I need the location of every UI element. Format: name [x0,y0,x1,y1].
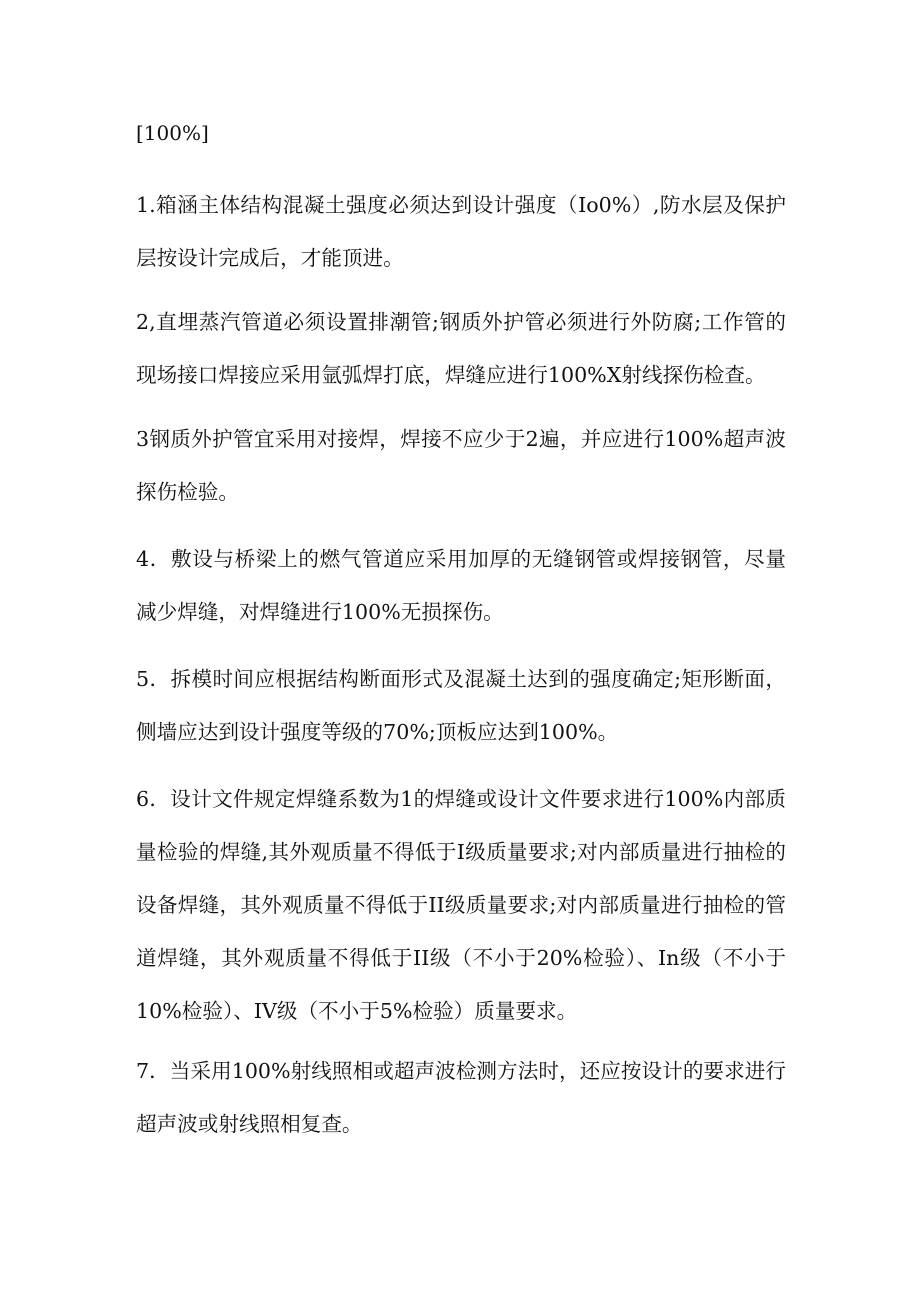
section-heading: [100%] [136,121,209,145]
paragraph-3: 3钢质外护管宜采用对接焊，焊接不应少于2遍，并应进行100%超声波探伤检验。 [136,427,786,504]
paragraph-6: 6．设计文件规定焊缝系数为1的焊缝或设计文件要求进行100%内部质量检验的焊缝,其外观质量不得低于I级质量要求;对内部质量进行抽检的设备焊缝，其外观质量不得低于II级质量要求;对内部质量进行抽检的管道焊缝，其外观质量不得低于II级（不小于20%检验）、In级（不小于10%检验）、IV级（不小于5%检验）质量要求。 [136,787,786,1023]
paragraph-7: 7．当采用100%射线照相或超声波检测方法时，还应按设计的要求进行超声波或射线照相复查。 [136,1059,786,1136]
paragraph-1: 1.箱涵主体结构混凝土强度必须达到设计强度（Io0%）,防水层及保护层按设计完成后，才能顶进。 [136,193,786,270]
paragraph-2: 2,直埋蒸汽管道必须设置排潮管;钢质外护管必须进行外防腐;工作管的现场接口焊接应采用氩弧焊打底，焊缝应进行100%X射线探伤检查。 [136,310,786,387]
paragraph-4: 4．敷设与桥梁上的燃气管道应采用加厚的无缝钢管或焊接钢管，尽量减少焊缝，对焊缝进行100%无损探伤。 [136,547,786,624]
paragraph-5: 5．拆模时间应根据结构断面形式及混凝土达到的强度确定;矩形断面，侧墙应达到设计强度等级的70%;顶板应达到100%。 [136,667,786,744]
